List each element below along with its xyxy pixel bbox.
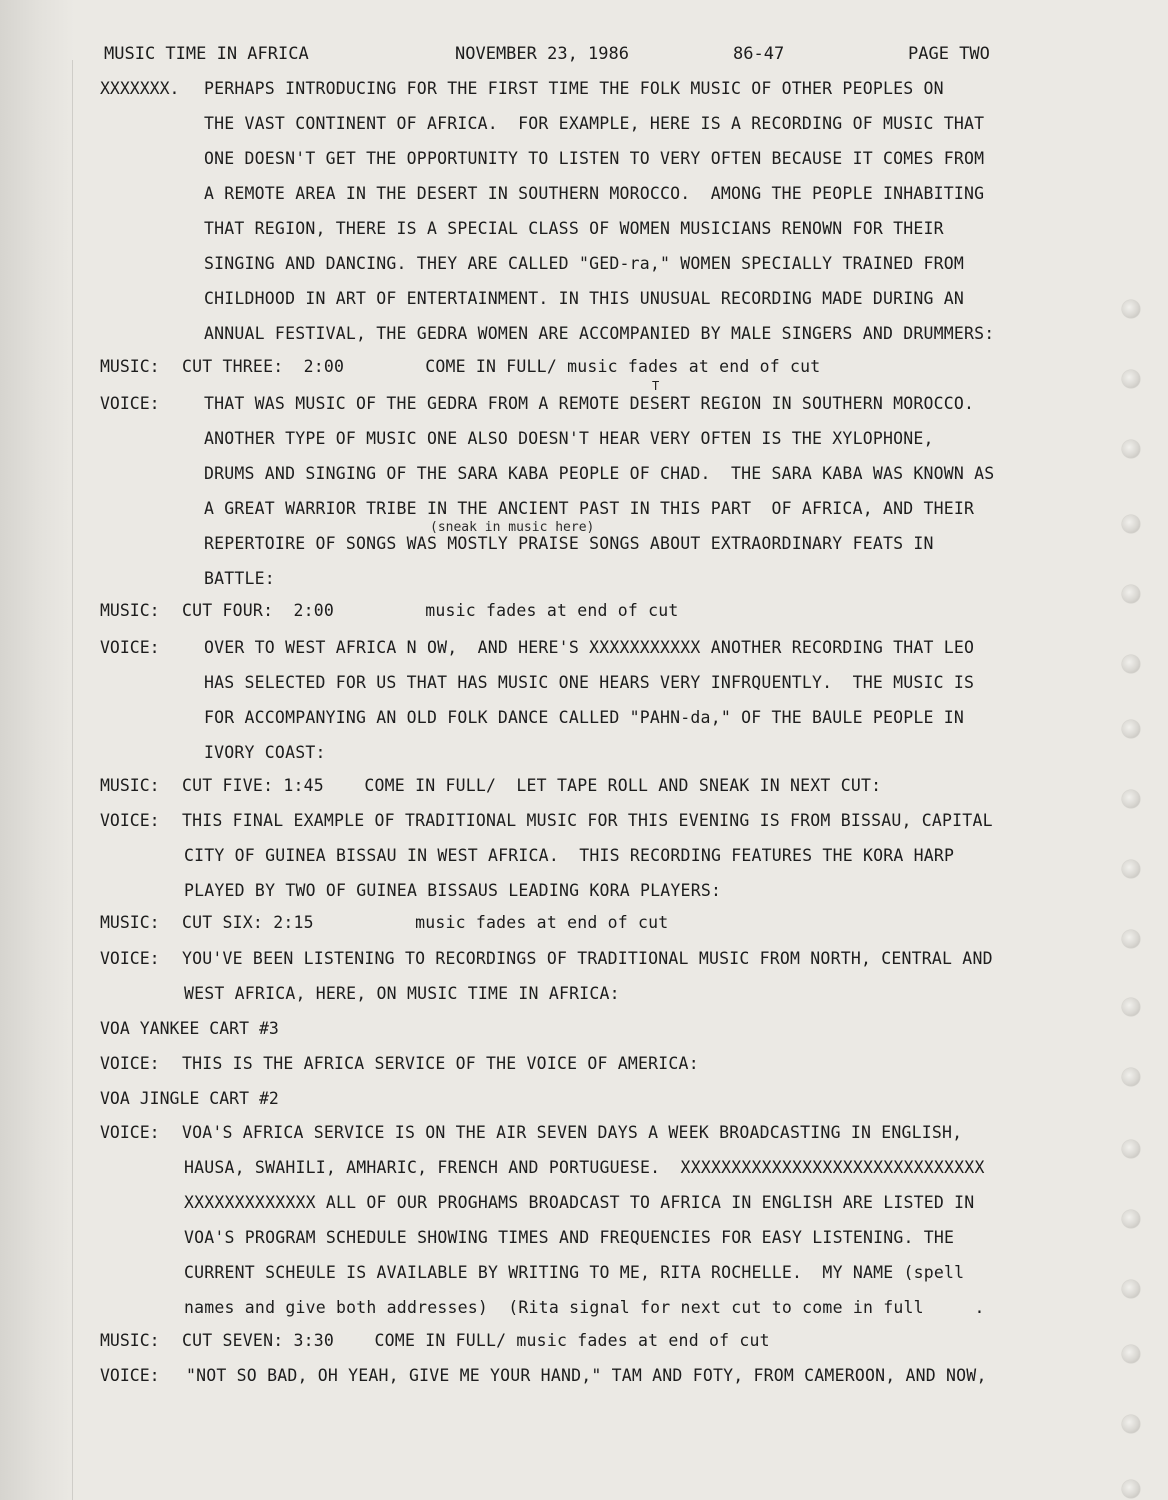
- script-line: ONE DOESN'T GET THE OPPORTUNITY TO LISTEN TO VERY OFTEN BECAUSE IT COMES FROM: [204, 149, 985, 168]
- script-line: THIS IS THE AFRICA SERVICE OF THE VOICE OF AMERICA:: [182, 1054, 699, 1073]
- script-line: THAT REGION, THERE IS A SPECIAL CLASS OF WOMEN MUSICIANS RENOWN FOR THEIR: [204, 219, 944, 238]
- script-line: THAT WAS MUSIC OF THE GEDRA FROM A REMOTE DESERT REGION IN SOUTHERN MOROCCO.: [204, 394, 975, 413]
- script-line: THE VAST CONTINENT OF AFRICA. FOR EXAMPLE, HERE IS A RECORDING OF MUSIC THAT: [204, 114, 985, 133]
- binder-hole: [1122, 1140, 1140, 1158]
- binder-hole: [1122, 1068, 1140, 1086]
- pencil-note: (sneak in music here): [430, 520, 595, 535]
- script-line: IVORY COAST:: [204, 743, 326, 762]
- binder-hole: [1122, 1210, 1140, 1228]
- script-line: CUT FOUR: 2:00 music fades at end of cut: [182, 601, 679, 620]
- script-line: CITY OF GUINEA BISSAU IN WEST AFRICA. THIS RECORDING FEATURES THE KORA HARP: [184, 846, 955, 865]
- script-line: VOA'S PROGRAM SCHEDULE SHOWING TIMES AND FREQUENCIES FOR EASY LISTENING. THE: [184, 1228, 955, 1247]
- script-line: WEST AFRICA, HERE, ON MUSIC TIME IN AFRICA:: [184, 984, 620, 1003]
- script-line: A GREAT WARRIOR TRIBE IN THE ANCIENT PAST IN THIS PART OF AFRICA, AND THEIR: [204, 499, 975, 518]
- line-label: VOICE:: [100, 394, 160, 413]
- script-line: VOA'S AFRICA SERVICE IS ON THE AIR SEVEN DAYS A WEEK BROADCASTING IN ENGLISH,: [182, 1123, 963, 1142]
- script-line: HAS SELECTED FOR US THAT HAS MUSIC ONE HEARS VERY INFRQUENTLY. THE MUSIC IS: [204, 673, 975, 692]
- line-label: MUSIC:: [100, 776, 160, 795]
- binder-hole: [1122, 930, 1140, 948]
- script-line: HAUSA, SWAHILI, AMHARIC, FRENCH AND PORTUGUESE. XXXXXXXXXXXXXXXXXXXXXXXXXXXXXX: [184, 1158, 985, 1177]
- script-line: PLAYED BY TWO OF GUINEA BISSAUS LEADING KORA PLAYERS:: [184, 881, 722, 900]
- script-line: OVER TO WEST AFRICA N OW, AND HERE'S XXXXXXXXXXX ANOTHER RECORDING THAT LEO: [204, 638, 975, 657]
- line-label: VOICE:: [100, 1123, 160, 1142]
- binder-hole: [1122, 790, 1140, 808]
- header-program-number: 86-47: [733, 44, 785, 64]
- binder-hole: [1122, 515, 1140, 533]
- script-line: FOR ACCOMPANYING AN OLD FOLK DANCE CALLED "PAHN-da," OF THE BAULE PEOPLE IN: [204, 708, 965, 727]
- line-label: VOICE:: [100, 949, 160, 968]
- script-line: CUT SEVEN: 3:30 COME IN FULL/ music fades at end of cut: [182, 1331, 770, 1350]
- line-label: VOA JINGLE CART #2: [100, 1089, 279, 1108]
- binder-hole: [1122, 1280, 1140, 1298]
- line-label: MUSIC:: [100, 913, 160, 932]
- line-label: VOICE:: [100, 1366, 160, 1385]
- script-line: "NOT SO BAD, OH YEAH, GIVE ME YOUR HAND," TAM AND FOTY, FROM CAMEROON, AND NOW,: [186, 1366, 987, 1385]
- script-line: PERHAPS INTRODUCING FOR THE FIRST TIME THE FOLK MUSIC OF OTHER PEOPLES ON: [204, 79, 944, 98]
- script-line: XXXXXXXXXXXXX ALL OF OUR PROGHAMS BROADCAST TO AFRICA IN ENGLISH ARE LISTED IN: [184, 1193, 975, 1212]
- script-line: SINGING AND DANCING. THEY ARE CALLED "GED-ra," WOMEN SPECIALLY TRAINED FROM: [204, 254, 965, 273]
- script-line: REPERTOIRE OF SONGS WAS MOSTLY PRAISE SONGS ABOUT EXTRAORDINARY FEATS IN: [204, 534, 934, 553]
- script-line: CURRENT SCHEULE IS AVAILABLE BY WRITING TO ME, RITA ROCHELLE. MY NAME (spell: [184, 1263, 965, 1282]
- binder-hole: [1122, 585, 1140, 603]
- binder-hole: [1122, 300, 1140, 318]
- script-line: YOU'VE BEEN LISTENING TO RECORDINGS OF TRADITIONAL MUSIC FROM NORTH, CENTRAL AND: [182, 949, 993, 968]
- script-line: BATTLE:: [204, 569, 275, 588]
- binder-hole: [1122, 860, 1140, 878]
- binder-hole: [1122, 440, 1140, 458]
- script-line: A REMOTE AREA IN THE DESERT IN SOUTHERN MOROCCO. AMONG THE PEOPLE INHABITING: [204, 184, 985, 203]
- script-line: CUT FIVE: 1:45 COME IN FULL/ LET TAPE ROLL AND SNEAK IN NEXT CUT:: [182, 776, 882, 795]
- header-title: MUSIC TIME IN AFRICA: [104, 44, 309, 64]
- script-line: CHILDHOOD IN ART OF ENTERTAINMENT. IN THIS UNUSUAL RECORDING MADE DURING AN: [204, 289, 965, 308]
- binder-hole: [1122, 720, 1140, 738]
- overstrike-correction: T: [652, 379, 660, 393]
- binder-hole: [1122, 655, 1140, 673]
- binder-hole: [1122, 1345, 1140, 1363]
- line-label: MUSIC:: [100, 601, 160, 620]
- binder-hole: [1122, 370, 1140, 388]
- script-line: THIS FINAL EXAMPLE OF TRADITIONAL MUSIC FOR THIS EVENING IS FROM BISSAU, CAPITAL: [182, 811, 993, 830]
- page-shadow-edge: [0, 0, 74, 1500]
- line-label: VOICE:: [100, 811, 160, 830]
- script-line: ANNUAL FESTIVAL, THE GEDRA WOMEN ARE ACCOMPANIED BY MALE SINGERS AND DRUMMERS:: [204, 324, 995, 343]
- header-page: PAGE TWO: [908, 44, 990, 64]
- line-label: VOICE:: [100, 1054, 160, 1073]
- script-line: DRUMS AND SINGING OF THE SARA KABA PEOPLE OF CHAD. THE SARA KABA WAS KNOWN AS: [204, 464, 995, 483]
- binder-holes: [1118, 0, 1158, 1500]
- script-line: ANOTHER TYPE OF MUSIC ONE ALSO DOESN'T HEAR VERY OFTEN IS THE XYLOPHONE,: [204, 429, 934, 448]
- script-line: names and give both addresses) (Rita signal for next cut to come in full .: [184, 1298, 985, 1317]
- line-label: XXXXXXX.: [100, 79, 180, 98]
- margin-rule: [72, 60, 73, 1500]
- script-line: CUT THREE: 2:00 COME IN FULL/ music fades at end of cut: [182, 357, 821, 376]
- script-line: CUT SIX: 2:15 music fades at end of cut: [182, 913, 669, 932]
- line-label: MUSIC:: [100, 1331, 160, 1350]
- line-label: VOA YANKEE CART #3: [100, 1019, 279, 1038]
- binder-hole: [1122, 1480, 1140, 1498]
- binder-hole: [1122, 1415, 1140, 1433]
- binder-hole: [1122, 998, 1140, 1016]
- line-label: MUSIC:: [100, 357, 160, 376]
- header-date: NOVEMBER 23, 1986: [455, 44, 629, 64]
- line-label: VOICE:: [100, 638, 160, 657]
